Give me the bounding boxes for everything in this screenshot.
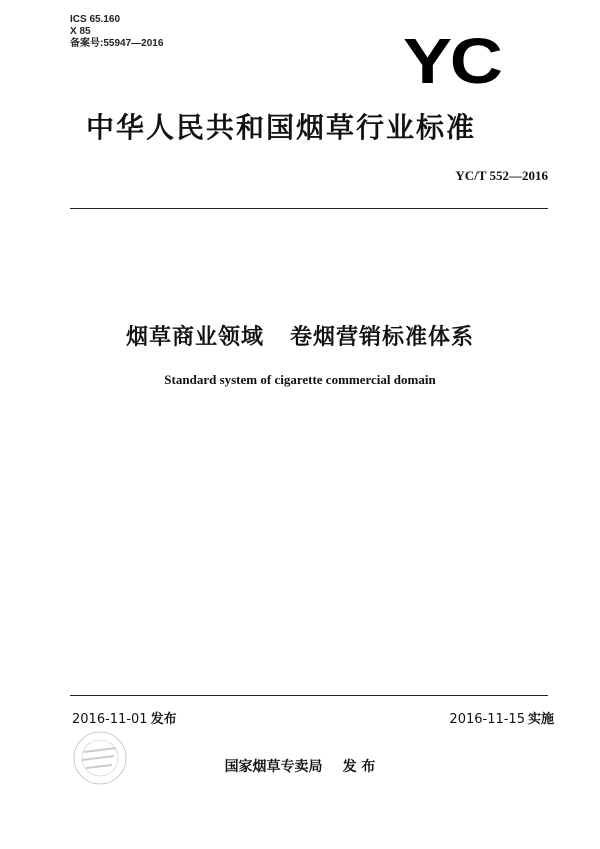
- publisher-action: 发 布: [342, 759, 376, 775]
- publisher-line: [0, 756, 600, 776]
- standard-number: YC/T 552—2016: [455, 168, 548, 183]
- record-number: 备案号:55947—2016: [70, 38, 164, 49]
- issue-date: 2016-11-01: [72, 712, 148, 727]
- implementation-label: 实施: [527, 712, 554, 727]
- top-divider: [70, 208, 548, 209]
- class-code: X 85: [70, 26, 91, 37]
- implementation-date: 2016-11-15: [449, 712, 525, 727]
- classification-block: [70, 14, 163, 50]
- issue-label: 发布: [150, 712, 177, 727]
- industry-standard-heading: 中华人民共和国烟草行业标准: [86, 111, 477, 144]
- publisher-name: 国家烟草专卖局: [224, 759, 323, 775]
- bottom-divider: [70, 695, 548, 696]
- title-english: Standard system of cigarette commercial domain: [164, 372, 436, 387]
- implementation-date-line: [449, 708, 554, 727]
- issue-date-line: [72, 708, 177, 727]
- title-chinese: 烟草商业领域 卷烟营销标准体系: [126, 325, 474, 350]
- yc-logo: YC: [403, 25, 501, 97]
- ics-code: ICS 65.160: [70, 14, 121, 25]
